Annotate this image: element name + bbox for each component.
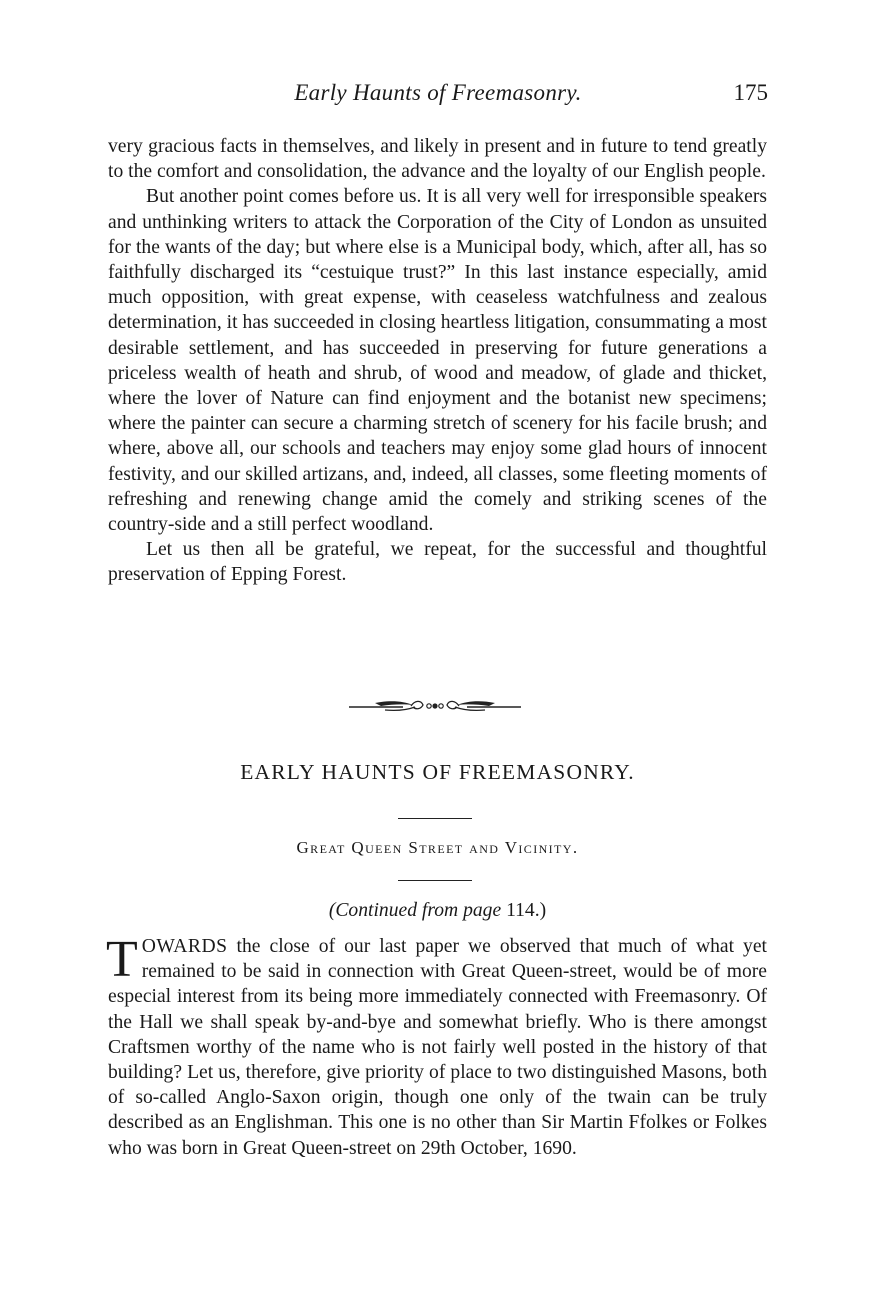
continued-prefix: (Continued from page [328,900,502,921]
subtitle-rule [398,880,472,881]
article-body-text: the close of our last paper we observed that much of what yet remained to be said in connection with Great Queen-street, would be of more especial interest from its being more immediately connected with Freemasonry. Of the Hall we shall speak by-and-bye and somewhat briefly. Who is there amongst Craftsmen worthy of the name who is not fairly well posted in the history of that building? Let us, therefore, give priority of place to two distinguished Masons, both of so-called Anglo-Saxon origin, though one only of the twain can be truly described as an Englishman. This one is no other than Sir Martin Ffolkes or Folkes who was born in Great Queen-street on 29th October, 1690. [108,936,767,1159]
running-head [108,80,768,110]
paragraph: very gracious facts in themselves, and likely in present and in future to tend greatly to the comfort and consolidation, the advance and the loyalty of our English people. [108,136,767,183]
drop-cap: T [106,931,138,988]
running-title: Early Haunts of Freemasonry. [294,80,582,105]
printers-flourish-ornament-icon [345,694,525,718]
paragraph [106,931,767,1161]
article-body [106,931,767,1161]
paragraph: Let us then all be grateful, we repeat, for the successful and thoughtful preservation of Epping Forest. [108,539,767,586]
page-number: 175 [733,80,768,105]
paragraph: But another point comes before us. It is all very well for irresponsible speakers and unthinking writers to attack the Corporation of the City of London as unsuited for the wants of the day; but where else is a Municipal body, which, after all, has so faithfully discharged its “cestuique trust?” In this last instance especially, amid much opposition, with great expense, with ceaseless watchfulness and zealous determination, it has succeeded in closing heartless litigation, consummating a most desirable settlement, and has succeeded in preserving for future generations a priceless wealth of heath and shrub, of wood and meadow, of glade and thicket, where the lover of Nature can find enjoyment and the botanist new specimens; where the painter can secure a charming stretch of scenery for his facile brush; and where, above all, our schools and teachers may enjoy some glad hours of innocent festivity, and our skilled artizans, and, indeed, all classes, some fleeting moments of refreshing and renewing change amid the comely and striking scenes of the country-side and a still perfect woodland. [108,186,767,536]
title-rule [398,818,472,819]
article-title: EARLY HAUNTS OF FREEMASONRY. [240,760,635,784]
continued-page: 114.) [501,900,547,921]
lead-caps: OWARDS [141,936,228,957]
continued-note [108,900,767,922]
article-subtitle: Great Queen Street and Vicinity. [296,838,579,857]
continuation-text [108,134,767,588]
